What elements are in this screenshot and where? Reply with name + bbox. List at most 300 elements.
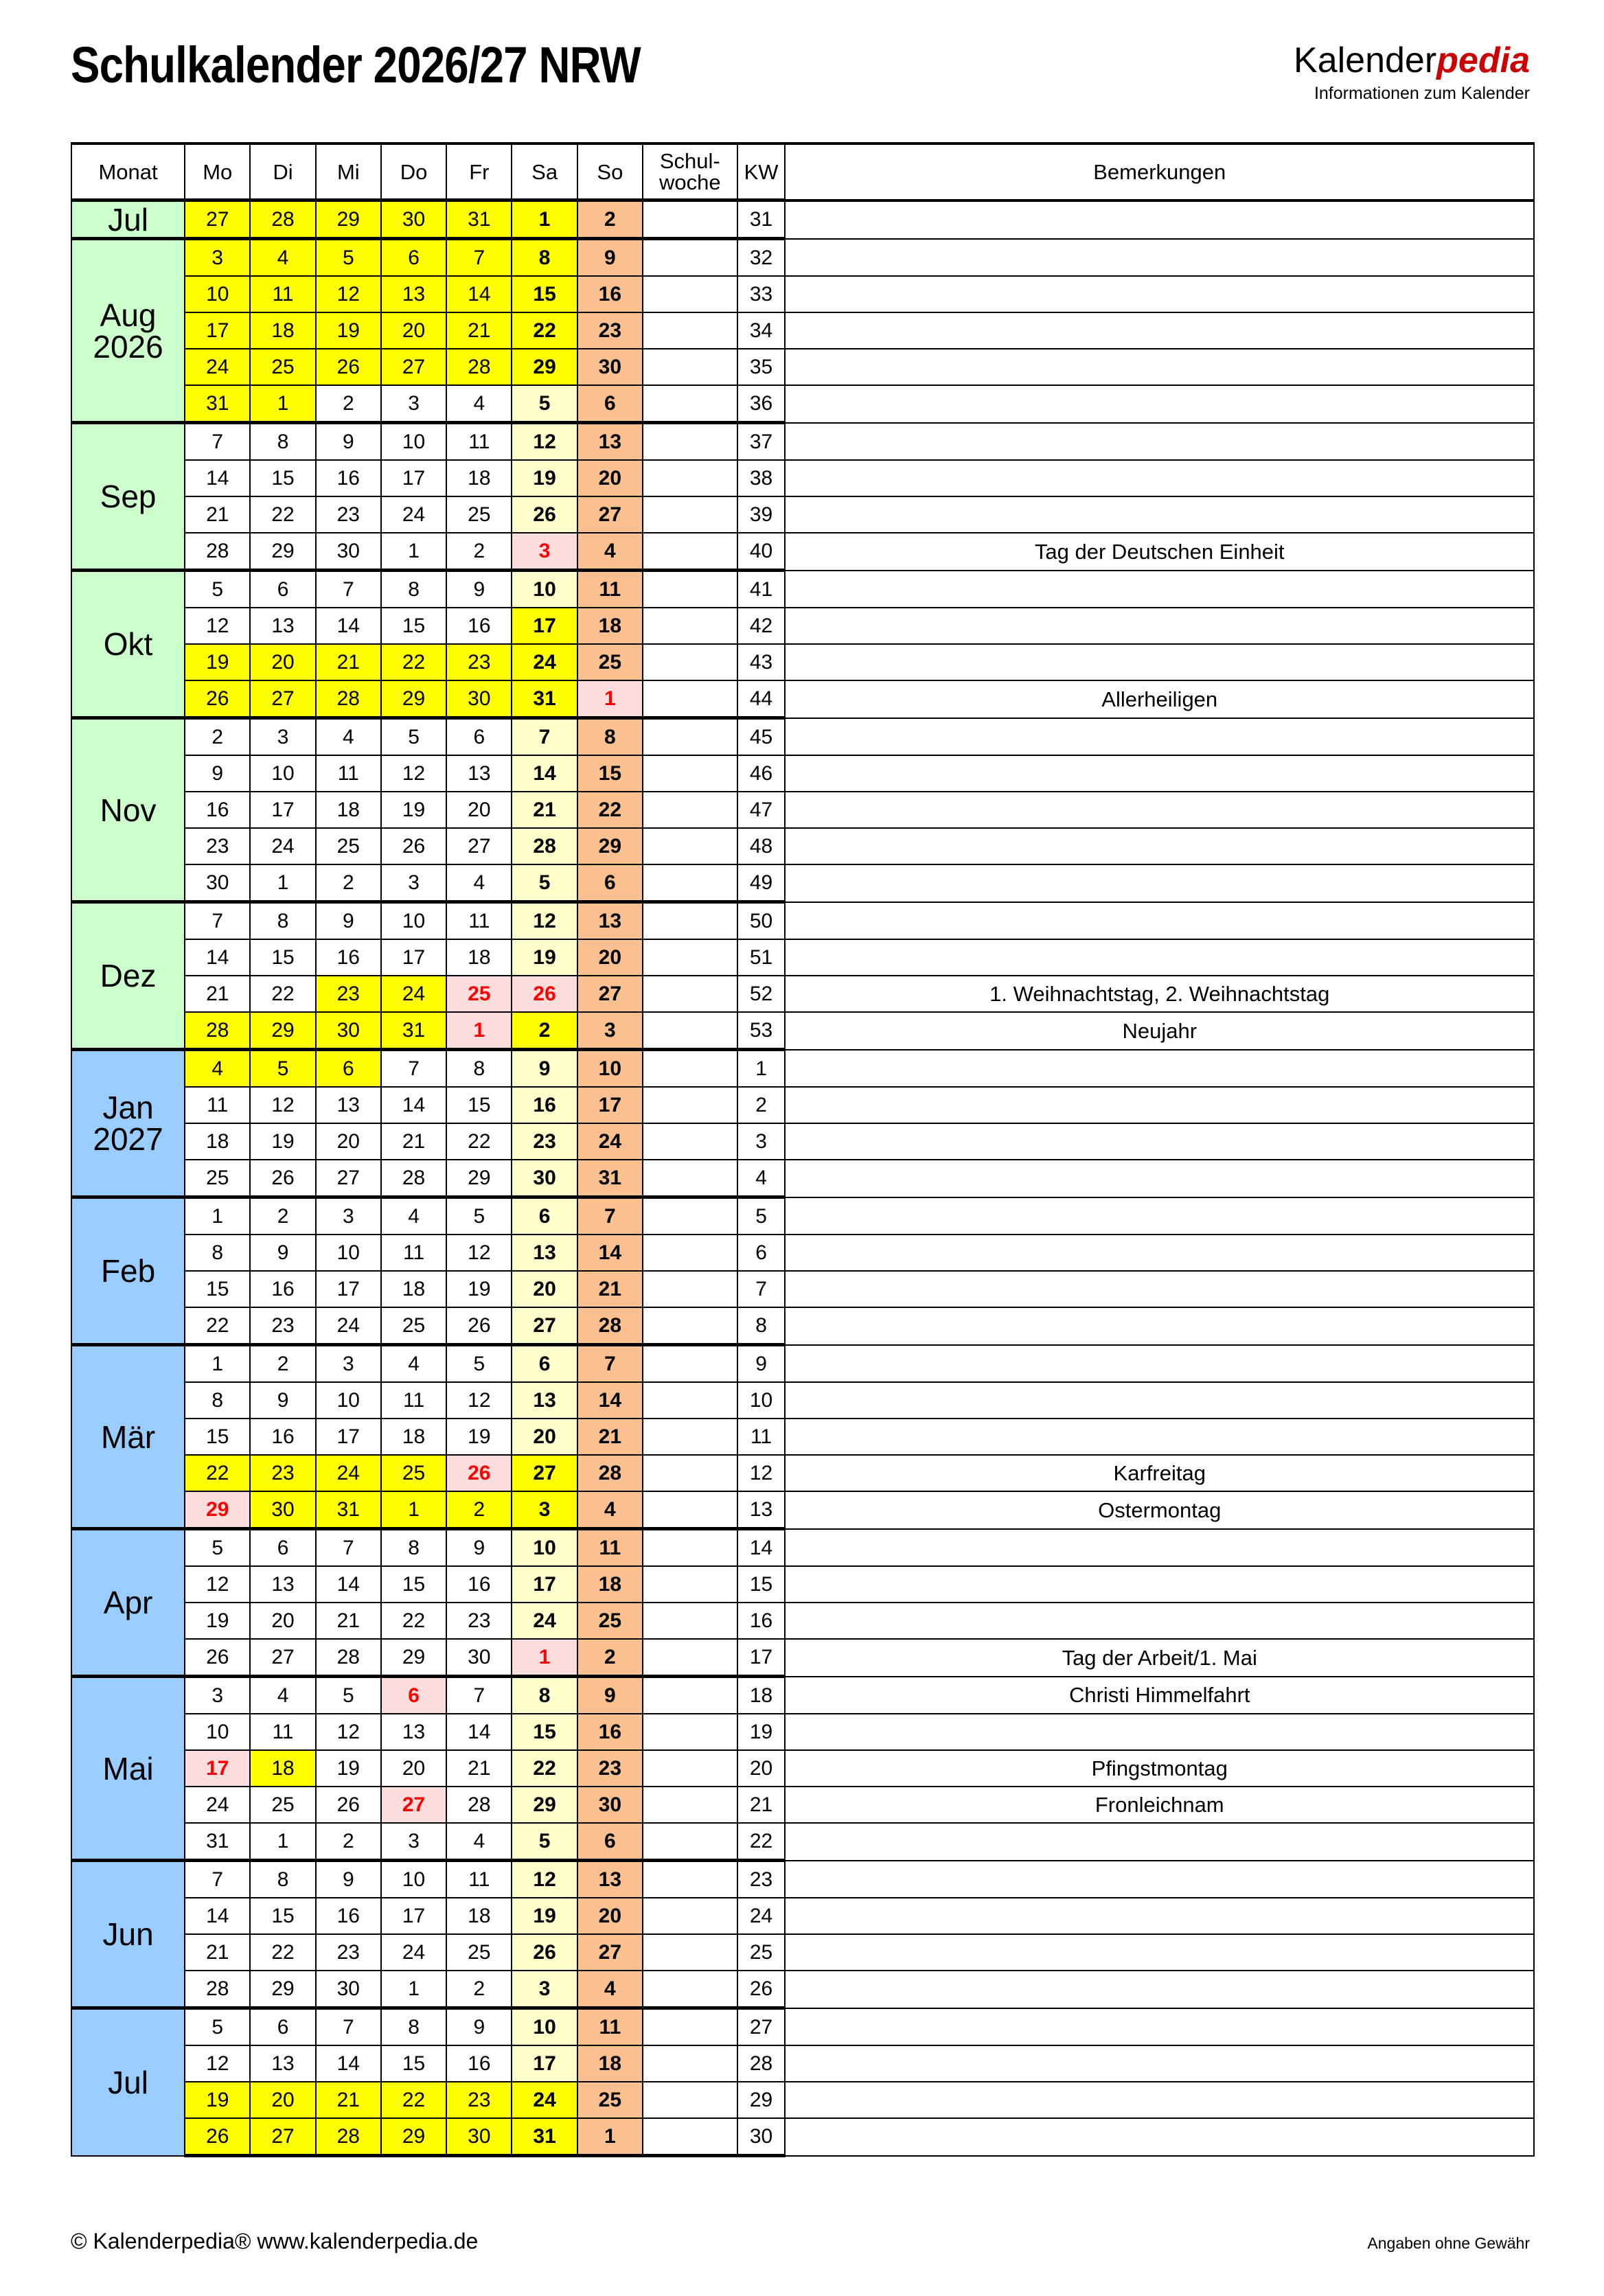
day-cell-mo: 22: [185, 1455, 250, 1491]
calendar-week-row: [71, 2118, 1534, 2156]
day-cell-so: 25: [577, 644, 643, 680]
day-cell-so: 20: [577, 939, 643, 976]
day-cell-do: 13: [381, 276, 446, 312]
schulwoche-cell[interactable]: [643, 1087, 737, 1123]
day-cell-do: 20: [381, 1750, 446, 1787]
bemerkungen-cell: [785, 1345, 1534, 1383]
day-cell-so: 15: [577, 755, 643, 792]
day-cell-sa: 12: [512, 902, 577, 940]
day-cell-sa: 10: [512, 2008, 577, 2046]
schulwoche-cell[interactable]: [643, 1455, 737, 1491]
day-cell-mo: 26: [185, 2118, 250, 2156]
day-cell-sa: 24: [512, 1603, 577, 1639]
bemerkungen-cell: Karfreitag: [785, 1455, 1534, 1491]
calendar-week-row: [71, 2045, 1534, 2082]
day-cell-sa: 10: [512, 1529, 577, 1567]
bemerkungen-cell: [785, 2045, 1534, 2082]
calendar-week-row: [71, 1307, 1534, 1345]
day-cell-fr: 23: [446, 1603, 512, 1639]
calendar-week-row: [71, 1750, 1534, 1787]
bemerkungen-cell: [785, 571, 1534, 608]
schulwoche-cell[interactable]: [643, 1197, 737, 1235]
calendar-week-row: [71, 1345, 1534, 1383]
day-cell-do: 1: [381, 533, 446, 571]
day-cell-so: 4: [577, 1491, 643, 1529]
day-cell-mo: 17: [185, 1750, 250, 1787]
calendar-container: [71, 142, 1535, 2157]
day-cell-do: 18: [381, 1271, 446, 1307]
kw-cell: 29: [737, 2082, 786, 2118]
calendar-week-row: [71, 1898, 1534, 1934]
kw-cell: 30: [737, 2118, 786, 2156]
day-cell-mo: 11: [185, 1087, 250, 1123]
month-label-cell: Jun: [71, 1861, 185, 2008]
footer-disclaimer: Angaben ohne Gewähr: [1367, 2234, 1530, 2252]
day-cell-mi: 16: [316, 460, 381, 496]
bemerkungen-cell: [785, 1823, 1534, 1861]
kw-cell: 45: [737, 718, 786, 756]
day-cell-so: 25: [577, 1603, 643, 1639]
day-cell-sa: 21: [512, 792, 577, 828]
month-label-cell: Jul: [71, 2008, 185, 2156]
calendar-week-row: [71, 385, 1534, 423]
day-cell-mi: 28: [316, 2118, 381, 2156]
schulwoche-cell[interactable]: [643, 680, 737, 718]
day-cell-mo: 21: [185, 496, 250, 533]
day-cell-mi: 31: [316, 1491, 381, 1529]
bemerkungen-cell: [785, 1123, 1534, 1160]
schulwoche-cell[interactable]: [643, 1271, 737, 1307]
calendar-week-row: [71, 1566, 1534, 1603]
bemerkungen-cell: [785, 349, 1534, 385]
day-cell-do: 30: [381, 200, 446, 239]
schulwoche-cell[interactable]: [643, 755, 737, 792]
day-cell-so: 14: [577, 1235, 643, 1271]
day-cell-di: 30: [250, 1491, 315, 1529]
schulwoche-cell[interactable]: [643, 1491, 737, 1529]
day-cell-do: 22: [381, 644, 446, 680]
day-cell-so: 30: [577, 349, 643, 385]
day-cell-mo: 29: [185, 1491, 250, 1529]
day-cell-mo: 14: [185, 939, 250, 976]
schulwoche-cell[interactable]: [643, 2008, 737, 2046]
day-cell-fr: 21: [446, 312, 512, 349]
bemerkungen-cell: 1. Weihnachtstag, 2. Weihnachtstag: [785, 976, 1534, 1012]
day-cell-do: 27: [381, 349, 446, 385]
day-cell-mo: 10: [185, 1714, 250, 1750]
calendar-week-row: [71, 1861, 1534, 1898]
schulwoche-cell[interactable]: [643, 1307, 737, 1345]
column-header-schulwoche: [643, 144, 737, 200]
day-cell-do: 29: [381, 2118, 446, 2156]
kw-cell: 51: [737, 939, 786, 976]
kalenderpedia-logo: [1294, 43, 1530, 102]
day-cell-so: 14: [577, 1382, 643, 1419]
day-cell-mo: 12: [185, 1566, 250, 1603]
day-cell-di: 9: [250, 1382, 315, 1419]
day-cell-di: 1: [250, 864, 315, 902]
calendar-week-row: [71, 1823, 1534, 1861]
schulwoche-cell[interactable]: [643, 276, 737, 312]
schulwoche-cell[interactable]: [643, 1123, 737, 1160]
calendar-week-row: [71, 239, 1534, 277]
month-label-cell: Jul: [71, 200, 185, 239]
day-cell-di: 2: [250, 1345, 315, 1383]
day-cell-mo: 15: [185, 1271, 250, 1307]
schulwoche-cell[interactable]: [643, 385, 737, 423]
day-cell-di: 13: [250, 2045, 315, 2082]
day-cell-sa: 3: [512, 1491, 577, 1529]
day-cell-fr: 9: [446, 571, 512, 608]
bemerkungen-cell: [785, 239, 1534, 277]
day-cell-mo: 24: [185, 1787, 250, 1823]
day-cell-di: 29: [250, 1012, 315, 1050]
day-cell-di: 27: [250, 1639, 315, 1677]
day-cell-fr: 4: [446, 864, 512, 902]
calendar-table: [71, 142, 1535, 2157]
day-cell-so: 18: [577, 1566, 643, 1603]
kw-cell: 21: [737, 1787, 786, 1823]
schulwoche-cell[interactable]: [643, 1603, 737, 1639]
day-cell-so: 20: [577, 1898, 643, 1934]
day-cell-fr: 14: [446, 1714, 512, 1750]
bemerkungen-cell: [785, 644, 1534, 680]
schulwoche-cell[interactable]: [643, 828, 737, 864]
day-cell-fr: 16: [446, 608, 512, 644]
day-cell-sa: 27: [512, 1307, 577, 1345]
day-cell-mi: 23: [316, 496, 381, 533]
schulwoche-cell[interactable]: [643, 1750, 737, 1787]
schulwoche-cell[interactable]: [643, 239, 737, 277]
day-cell-di: 3: [250, 718, 315, 756]
day-cell-do: 29: [381, 1639, 446, 1677]
day-cell-so: 6: [577, 1823, 643, 1861]
day-cell-sa: 13: [512, 1235, 577, 1271]
bemerkungen-cell: Tag der Deutschen Einheit: [785, 533, 1534, 571]
schulwoche-cell[interactable]: [643, 792, 737, 828]
day-cell-mo: 12: [185, 2045, 250, 2082]
bemerkungen-cell: [785, 1714, 1534, 1750]
column-header-so: So: [577, 144, 643, 200]
schulwoche-cell[interactable]: [643, 533, 737, 571]
day-cell-di: 8: [250, 1861, 315, 1898]
day-cell-mo: 3: [185, 239, 250, 277]
calendar-week-row: [71, 680, 1534, 718]
day-cell-mo: 19: [185, 644, 250, 680]
schulwoche-cell[interactable]: [643, 496, 737, 533]
page-title: Schulkalender 2026/27 NRW: [71, 36, 641, 93]
bemerkungen-cell: Pfingstmontag: [785, 1750, 1534, 1787]
day-cell-sa: 22: [512, 312, 577, 349]
bemerkungen-cell: [785, 200, 1534, 239]
day-cell-mo: 16: [185, 792, 250, 828]
day-cell-fr: 8: [446, 1050, 512, 1088]
bemerkungen-cell: [785, 1934, 1534, 1971]
day-cell-fr: 27: [446, 828, 512, 864]
day-cell-so: 23: [577, 312, 643, 349]
calendar-week-row: [71, 276, 1534, 312]
day-cell-di: 16: [250, 1419, 315, 1455]
day-cell-so: 13: [577, 1861, 643, 1898]
kw-cell: 46: [737, 755, 786, 792]
day-cell-di: 13: [250, 1566, 315, 1603]
day-cell-mo: 14: [185, 1898, 250, 1934]
day-cell-fr: 28: [446, 1787, 512, 1823]
day-cell-mo: 21: [185, 976, 250, 1012]
bemerkungen-cell: [785, 1307, 1534, 1345]
day-cell-so: 29: [577, 828, 643, 864]
schulwoche-cell[interactable]: [643, 718, 737, 756]
bemerkungen-cell: [785, 1419, 1534, 1455]
bemerkungen-cell: [785, 2082, 1534, 2118]
schulwoche-cell[interactable]: [643, 1823, 737, 1861]
kw-cell: 50: [737, 902, 786, 940]
day-cell-mo: 26: [185, 680, 250, 718]
calendar-week-row: [71, 792, 1534, 828]
day-cell-sa: 20: [512, 1419, 577, 1455]
day-cell-sa: 5: [512, 1823, 577, 1861]
bemerkungen-cell: [785, 828, 1534, 864]
day-cell-mo: 5: [185, 571, 250, 608]
day-cell-do: 15: [381, 1566, 446, 1603]
bemerkungen-cell: [785, 1566, 1534, 1603]
day-cell-mo: 8: [185, 1382, 250, 1419]
day-cell-so: 23: [577, 1750, 643, 1787]
day-cell-mi: 21: [316, 2082, 381, 2118]
schulwoche-cell[interactable]: [643, 1012, 737, 1050]
schulwoche-cell[interactable]: [643, 2045, 737, 2082]
calendar-week-row: [71, 312, 1534, 349]
bemerkungen-cell: [785, 1050, 1534, 1088]
day-cell-di: 29: [250, 533, 315, 571]
day-cell-mi: 10: [316, 1235, 381, 1271]
schulwoche-cell[interactable]: [643, 864, 737, 902]
day-cell-sa: 5: [512, 385, 577, 423]
schulwoche-line2: woche: [659, 170, 721, 194]
bemerkungen-cell: Fronleichnam: [785, 1787, 1534, 1823]
schulwoche-cell[interactable]: [643, 1787, 737, 1823]
schulwoche-cell[interactable]: [643, 349, 737, 385]
day-cell-fr: 25: [446, 1934, 512, 1971]
column-header-mi: Mi: [316, 144, 381, 200]
calendar-week-row: [71, 755, 1534, 792]
logo-wordmark: [1294, 43, 1530, 78]
schulwoche-cell[interactable]: [643, 608, 737, 644]
calendar-week-row: [71, 1677, 1534, 1714]
kw-cell: 49: [737, 864, 786, 902]
day-cell-mi: 16: [316, 939, 381, 976]
day-cell-sa: 1: [512, 1639, 577, 1677]
day-cell-so: 13: [577, 902, 643, 940]
day-cell-mi: 30: [316, 1971, 381, 2008]
schulwoche-cell[interactable]: [643, 1235, 737, 1271]
day-cell-so: 21: [577, 1419, 643, 1455]
day-cell-mi: 26: [316, 349, 381, 385]
day-cell-so: 16: [577, 1714, 643, 1750]
schulwoche-cell[interactable]: [643, 1529, 737, 1567]
column-header-monat: Monat: [71, 144, 185, 200]
day-cell-mi: 18: [316, 792, 381, 828]
calendar-week-row: [71, 902, 1534, 940]
calendar-body: [71, 200, 1534, 2156]
day-cell-mi: 17: [316, 1419, 381, 1455]
calendar-week-row: [71, 864, 1534, 902]
day-cell-so: 7: [577, 1345, 643, 1383]
bemerkungen-cell: [785, 1197, 1534, 1235]
day-cell-di: 15: [250, 939, 315, 976]
day-cell-di: 6: [250, 1529, 315, 1567]
day-cell-sa: 22: [512, 1750, 577, 1787]
schulwoche-cell[interactable]: [643, 1566, 737, 1603]
kw-cell: 53: [737, 1012, 786, 1050]
schulwoche-cell[interactable]: [643, 1419, 737, 1455]
day-cell-mi: 9: [316, 902, 381, 940]
schulwoche-cell[interactable]: [643, 976, 737, 1012]
day-cell-mo: 21: [185, 1934, 250, 1971]
day-cell-sa: 14: [512, 755, 577, 792]
day-cell-mi: 13: [316, 1087, 381, 1123]
schulwoche-cell[interactable]: [643, 423, 737, 461]
day-cell-so: 8: [577, 718, 643, 756]
day-cell-mi: 21: [316, 644, 381, 680]
bemerkungen-cell: [785, 755, 1534, 792]
kw-cell: 3: [737, 1123, 786, 1160]
calendar-week-row: [71, 608, 1534, 644]
day-cell-do: 17: [381, 460, 446, 496]
day-cell-sa: 16: [512, 1087, 577, 1123]
day-cell-mi: 27: [316, 1160, 381, 1197]
calendar-week-row: [71, 423, 1534, 461]
day-cell-di: 6: [250, 571, 315, 608]
kw-cell: 2: [737, 1087, 786, 1123]
month-label-cell: Okt: [71, 571, 185, 718]
bemerkungen-cell: [785, 1603, 1534, 1639]
day-cell-mi: 10: [316, 1382, 381, 1419]
bemerkungen-cell: [785, 902, 1534, 940]
month-label-cell: Dez: [71, 902, 185, 1050]
day-cell-sa: 27: [512, 1455, 577, 1491]
day-cell-di: 15: [250, 1898, 315, 1934]
day-cell-sa: 15: [512, 276, 577, 312]
column-header-kw: KW: [737, 144, 786, 200]
day-cell-mi: 20: [316, 1123, 381, 1160]
bemerkungen-cell: [785, 718, 1534, 756]
day-cell-fr: 2: [446, 1971, 512, 2008]
calendar-week-row: [71, 1787, 1534, 1823]
day-cell-fr: 30: [446, 2118, 512, 2156]
bemerkungen-cell: [785, 2008, 1534, 2046]
schulwoche-cell[interactable]: [643, 2118, 737, 2156]
kw-cell: 19: [737, 1714, 786, 1750]
day-cell-fr: 30: [446, 680, 512, 718]
schulwoche-cell[interactable]: [643, 939, 737, 976]
day-cell-mi: 24: [316, 1307, 381, 1345]
schulwoche-cell[interactable]: [643, 2082, 737, 2118]
day-cell-so: 6: [577, 385, 643, 423]
day-cell-fr: 21: [446, 1750, 512, 1787]
schulwoche-cell[interactable]: [643, 460, 737, 496]
day-cell-mo: 9: [185, 755, 250, 792]
bemerkungen-cell: [785, 1160, 1534, 1197]
day-cell-so: 27: [577, 1934, 643, 1971]
bemerkungen-cell: [785, 1087, 1534, 1123]
calendar-week-row: [71, 828, 1534, 864]
month-label-cell: Mär: [71, 1345, 185, 1529]
kw-cell: 28: [737, 2045, 786, 2082]
kw-cell: 12: [737, 1455, 786, 1491]
day-cell-do: 3: [381, 864, 446, 902]
schulwoche-cell[interactable]: [643, 571, 737, 608]
day-cell-mo: 31: [185, 1823, 250, 1861]
bemerkungen-cell: [785, 1971, 1534, 2008]
kw-cell: 17: [737, 1639, 786, 1677]
day-cell-di: 22: [250, 976, 315, 1012]
schulwoche-cell[interactable]: [643, 1160, 737, 1197]
day-cell-sa: 9: [512, 1050, 577, 1088]
day-cell-do: 26: [381, 828, 446, 864]
day-cell-do: 10: [381, 902, 446, 940]
day-cell-fr: 5: [446, 1197, 512, 1235]
schulwoche-cell[interactable]: [643, 902, 737, 940]
schulwoche-cell[interactable]: [643, 1714, 737, 1750]
kw-cell: 18: [737, 1677, 786, 1714]
day-cell-do: 1: [381, 1971, 446, 2008]
schulwoche-cell[interactable]: [643, 644, 737, 680]
day-cell-di: 13: [250, 608, 315, 644]
day-cell-sa: 29: [512, 349, 577, 385]
footer-copyright: © Kalenderpedia® www.kalenderpedia.de: [71, 2229, 479, 2253]
day-cell-mi: 30: [316, 533, 381, 571]
day-cell-mi: 6: [316, 1050, 381, 1088]
day-cell-do: 25: [381, 1455, 446, 1491]
schulwoche-cell[interactable]: [643, 1345, 737, 1383]
day-cell-do: 29: [381, 680, 446, 718]
schulwoche-cell[interactable]: [643, 1861, 737, 1898]
day-cell-mi: 4: [316, 718, 381, 756]
day-cell-di: 18: [250, 312, 315, 349]
schulwoche-cell[interactable]: [643, 312, 737, 349]
day-cell-di: 26: [250, 1160, 315, 1197]
schulwoche-cell[interactable]: [643, 1971, 737, 2008]
schulwoche-cell[interactable]: [643, 1382, 737, 1419]
day-cell-fr: 19: [446, 1419, 512, 1455]
day-cell-di: 28: [250, 200, 315, 239]
bemerkungen-cell: Tag der Arbeit/1. Mai: [785, 1639, 1534, 1677]
day-cell-sa: 3: [512, 1971, 577, 2008]
day-cell-so: 9: [577, 239, 643, 277]
schulwoche-cell[interactable]: [643, 1934, 737, 1971]
schulwoche-cell[interactable]: [643, 1050, 737, 1088]
day-cell-mi: 12: [316, 1714, 381, 1750]
bemerkungen-cell: Christi Himmelfahrt: [785, 1677, 1534, 1714]
month-label-cell: Nov: [71, 718, 185, 902]
day-cell-do: 11: [381, 1235, 446, 1271]
day-cell-so: 22: [577, 792, 643, 828]
calendar-week-row: [71, 1639, 1534, 1677]
day-cell-di: 25: [250, 1787, 315, 1823]
schulwoche-cell[interactable]: [643, 1677, 737, 1714]
month-label-cell: Aug 2026: [71, 239, 185, 423]
kw-cell: 5: [737, 1197, 786, 1235]
day-cell-sa: 26: [512, 976, 577, 1012]
day-cell-do: 31: [381, 1012, 446, 1050]
day-cell-mi: 12: [316, 276, 381, 312]
bemerkungen-cell: [785, 312, 1534, 349]
schulwoche-cell[interactable]: [643, 200, 737, 239]
schulwoche-cell[interactable]: [643, 1898, 737, 1934]
kw-cell: 52: [737, 976, 786, 1012]
schulwoche-cell[interactable]: [643, 1639, 737, 1677]
